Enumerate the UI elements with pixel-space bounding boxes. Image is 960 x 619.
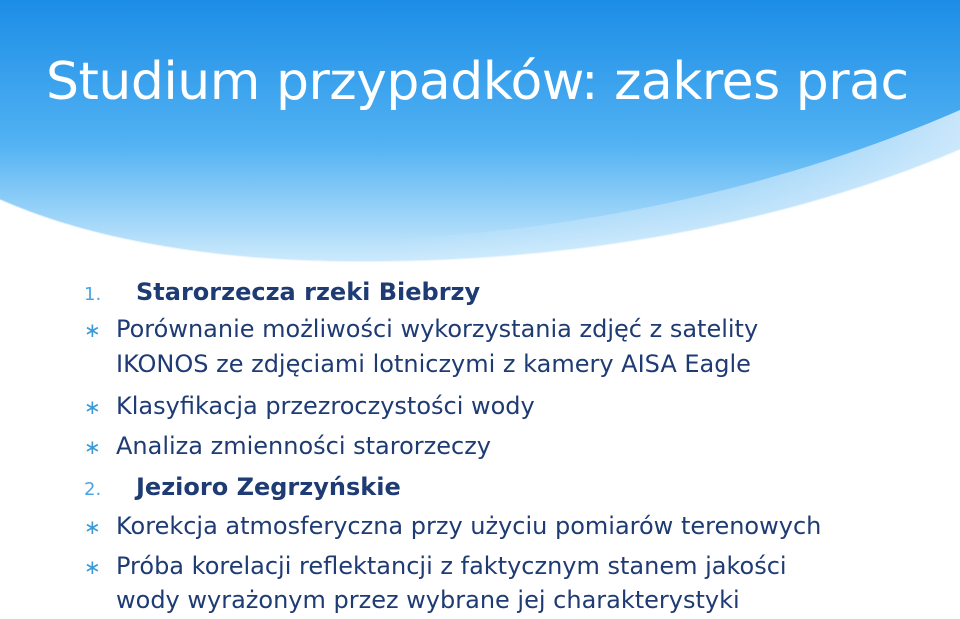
list-item-text: Jezioro Zegrzyńskie: [136, 473, 401, 501]
list-item-text: IKONOS ze zdjęciami lotniczymi z kamery AISA Eagle: [116, 350, 751, 378]
asterisk-icon: ∗: [84, 515, 101, 539]
slide-title: Studium przypadków: zakres prac: [46, 52, 909, 112]
asterisk-icon: ∗: [84, 435, 101, 459]
asterisk-icon: ∗: [84, 555, 101, 579]
list-item-text: Klasyfikacja przezroczystości wody: [116, 392, 535, 420]
list-number: 2.: [84, 479, 102, 500]
list-item-text: Porównanie możliwości wykorzystania zdjęć z satelity: [116, 315, 759, 343]
list-item-text: Korekcja atmosferyczna przy użyciu pomiarów terenowych: [116, 512, 822, 540]
list-number: 1.: [84, 284, 102, 305]
list-item-text: Próba korelacji reflektancji z faktycznym stanem jakości: [116, 552, 787, 580]
list-item-text: wody wyrażonym przez wybrane jej charakterystyki: [116, 586, 740, 614]
asterisk-icon: ∗: [84, 395, 101, 419]
list-item-text: Analiza zmienności starorzeczy: [116, 432, 491, 460]
asterisk-icon: ∗: [84, 318, 101, 342]
list-item-text: Starorzecza rzeki Biebrzy: [136, 278, 481, 306]
